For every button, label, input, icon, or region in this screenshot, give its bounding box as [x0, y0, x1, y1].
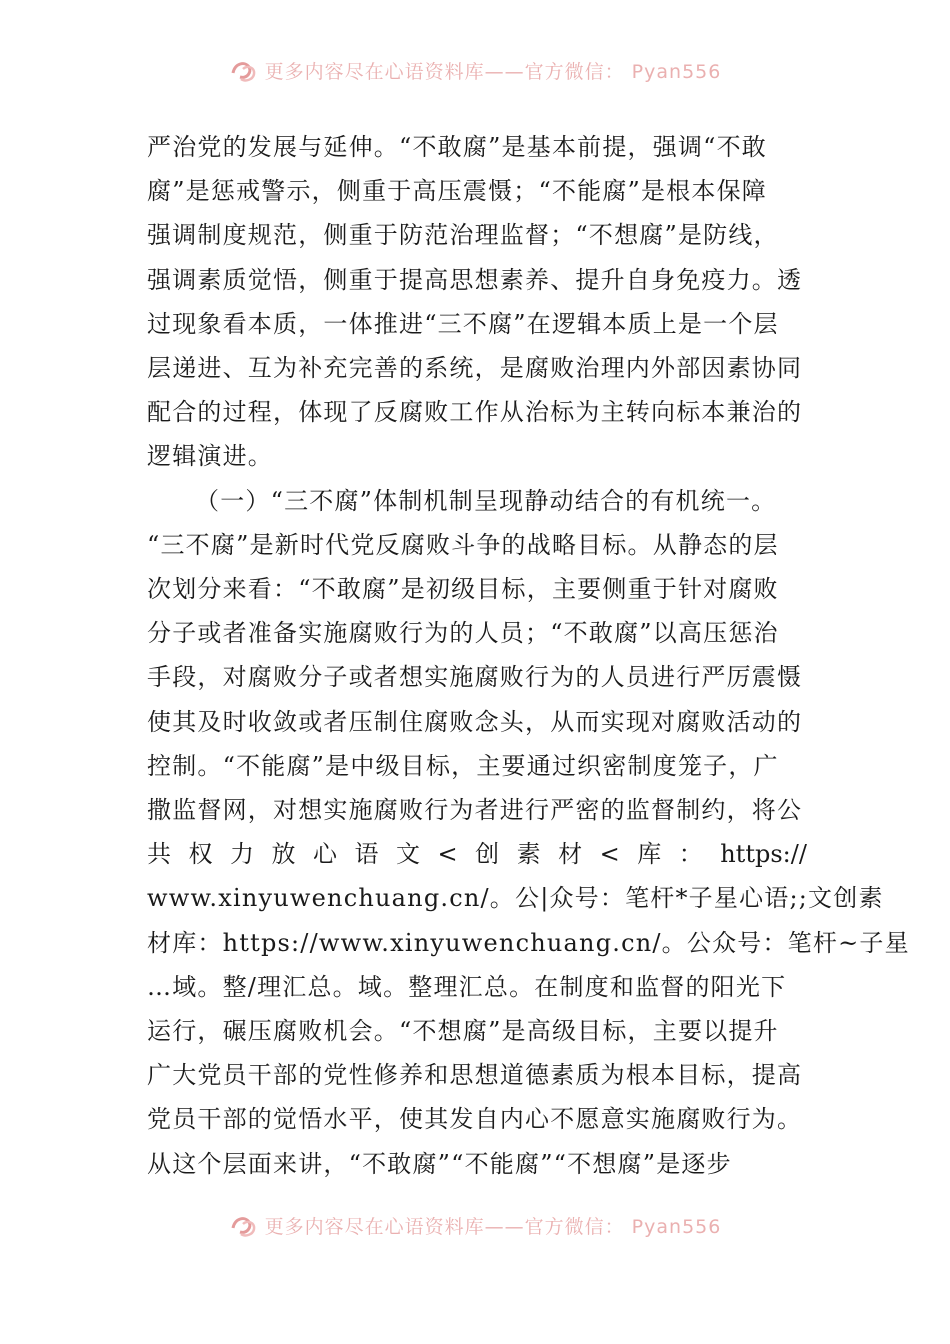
glyph: 权: [188, 840, 213, 869]
text-line: 逻辑演进。: [147, 442, 273, 471]
paragraph-1: [147, 125, 807, 479]
text-line: 分子或者准备实施腐败行为的人员；“不敢腐”以高压惩治: [147, 619, 779, 648]
glyph: 心: [313, 840, 337, 869]
header-watermark: [0, 50, 950, 90]
text-line: 层递进、互为补充完善的系统，是腐败治理内外部因素协同: [147, 354, 803, 383]
glyph: 放: [271, 840, 296, 869]
glyph: 库: [637, 840, 662, 869]
text-line: 材库：https://www.xinyuwenchuang.cn/。公众号：笔杆~子星: [147, 928, 910, 957]
text-line: 广大党员干部的党性修养和思想道德素质为根本目标，提高: [147, 1061, 803, 1090]
text-line: 运行，碾压腐败机会。“不想腐”是高级目标，主要以提升: [147, 1017, 779, 1046]
text-line: 使其及时收敛或者压制住腐败念头，从而实现对腐败活动的: [147, 707, 803, 736]
justified-line: [147, 832, 807, 876]
glyph: ：: [678, 840, 703, 869]
text-line: 腐”是惩戒警示，侧重于高压震慑；“不能腐”是根本保障: [147, 177, 768, 206]
text-line: “三不腐”是新时代党反腐败斗争的战略目标。从静态的层: [147, 530, 779, 559]
section-heading-line: （一）“三不腐”体制机制呈现静动结合的有机统一。: [195, 486, 777, 515]
text-line: 从这个层面来讲，“不敢腐”“不能腐”“不想腐”是逐步: [147, 1149, 732, 1178]
watermark-text: 更多内容尽在心语资料库——官方微信： Pyan556: [264, 1215, 722, 1238]
text-line: 手段，对腐败分子或者想实施腐败行为的人员进行严厉震慑: [147, 663, 803, 692]
text-line: 撒监督网，对想实施腐败行为者进行严密的监督制约，将公: [147, 796, 803, 825]
text-line: 严治党的发展与延伸。“不敢腐”是基本前提，强调“不敢: [147, 133, 768, 161]
glyph: <: [437, 840, 458, 869]
url-fragment: https://: [720, 840, 807, 869]
watermark-text: 更多内容尽在心语资料库——官方微信： Pyan556: [264, 60, 722, 83]
glyph: 素: [516, 840, 541, 869]
text-line: 控制。“不能腐”是中级目标，主要通过织密制度笼子，广: [147, 751, 779, 780]
brand-logo-icon: [229, 55, 259, 85]
footer-watermark: [0, 1205, 950, 1245]
text-line: www.xinyuwenchuang.cn/。公|众号：笔杆*子星心语;;文创素: [147, 884, 884, 913]
text-line: …域。整/理汇总。域。整理汇总。在制度和监督的阳光下: [147, 972, 787, 1001]
text-line: 强调素质觉悟，侧重于提高思想素养、提升自身免疫力。透: [147, 265, 803, 294]
glyph: 语: [354, 840, 379, 869]
text-line: 党员干部的觉悟水平，使其发自内心不愿意实施腐败行为。: [147, 1105, 803, 1134]
document-body: [147, 125, 910, 1186]
glyph: 共: [147, 840, 171, 869]
glyph: 文: [396, 840, 420, 869]
text-line: 强调制度规范，侧重于防范治理监督；“不想腐”是防线，: [147, 221, 779, 250]
text-line: 过现象看本质，一体推进“三不腐”在逻辑本质上是一个层: [147, 309, 779, 338]
text-line: 配合的过程，体现了反腐败工作从治标为主转向标本兼治的: [147, 398, 803, 427]
paragraph-2: [147, 479, 910, 1186]
glyph: 材: [558, 840, 583, 869]
glyph: 创: [475, 840, 500, 869]
text-line: 次划分来看：“不敢腐”是初级目标，主要侧重于针对腐败: [147, 575, 779, 604]
glyph: 力: [230, 840, 254, 869]
brand-logo-icon: [229, 1210, 259, 1240]
glyph: <: [599, 840, 620, 869]
